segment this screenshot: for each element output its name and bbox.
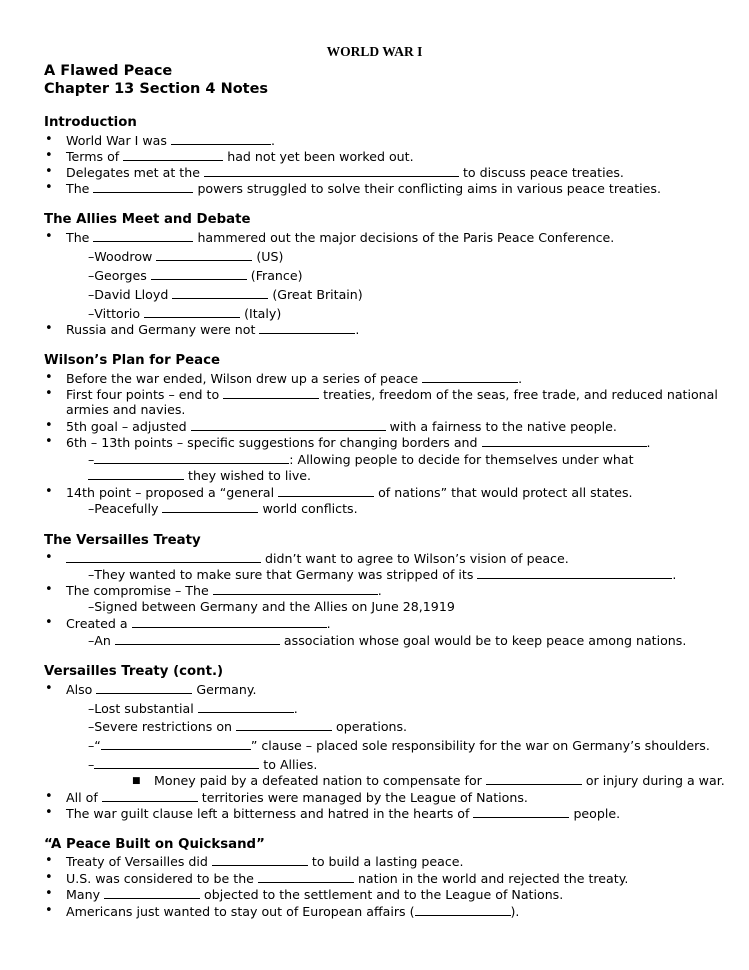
bullet-icon: • xyxy=(45,321,53,336)
fill-in-blank[interactable] xyxy=(66,550,261,563)
note-line: Americans just wanted to stay out of European affairs ( ). xyxy=(66,904,520,919)
note-line: Delegates met at the to discuss peace treaties. xyxy=(66,165,624,180)
fill-in-blank[interactable] xyxy=(94,756,259,769)
fill-in-blank[interactable] xyxy=(156,248,252,261)
fill-in-blank[interactable] xyxy=(486,772,582,785)
fill-in-blank[interactable] xyxy=(93,229,193,242)
fill-in-blank[interactable] xyxy=(204,164,459,177)
note-subline: –Signed between Germany and the Allies on June 28,1919 xyxy=(88,599,455,614)
section-title-versailles: The Versailles Treaty xyxy=(44,533,201,548)
document-header: WORLD WAR I xyxy=(326,44,423,59)
note-subline-continued: they wished to live. xyxy=(88,467,311,484)
fill-in-blank[interactable] xyxy=(104,886,200,899)
note-subline: –Woodrow (US) xyxy=(88,249,284,264)
note-line: U.S. was considered to be the nation in the world and rejected the treaty. xyxy=(66,871,629,886)
note-subline: –“ ” clause – placed sole responsibility for the war on Germany’s shoulders. xyxy=(88,738,710,753)
note-line: Created a . xyxy=(66,616,331,631)
section-title-wilson: Wilson’s Plan for Peace xyxy=(44,353,221,368)
fill-in-blank[interactable] xyxy=(223,386,319,399)
note-line: Also Germany. xyxy=(66,682,257,697)
fill-in-blank[interactable] xyxy=(258,870,354,883)
note-line: Many objected to the settlement and to the League of Nations. xyxy=(66,887,564,902)
note-line: 5th goal – adjusted with a fairness to the native people. xyxy=(66,419,617,434)
fill-in-blank[interactable] xyxy=(123,148,223,161)
bullet-icon: • xyxy=(45,434,53,449)
note-line-continued: armies and navies. xyxy=(66,402,186,417)
fill-in-blank[interactable] xyxy=(278,484,374,497)
note-line: Treaty of Versailles did to build a lasting peace. xyxy=(66,854,464,869)
note-line: The hammered out the major decisions of the Paris Peace Conference. xyxy=(66,230,615,245)
fill-in-blank[interactable] xyxy=(96,681,192,694)
fill-in-blank[interactable] xyxy=(171,132,271,145)
bullet-icon: • xyxy=(45,886,53,901)
fill-in-blank[interactable] xyxy=(422,370,518,383)
fill-in-blank[interactable] xyxy=(144,305,240,318)
fill-in-blank[interactable] xyxy=(162,500,258,513)
note-line: 14th point – proposed a “general of nations” that would protect all states. xyxy=(66,485,633,500)
bullet-icon: • xyxy=(45,853,53,868)
note-subline: –Vittorio (Italy) xyxy=(88,306,282,321)
note-subline: –Lost substantial . xyxy=(88,701,298,716)
fill-in-blank[interactable] xyxy=(191,418,386,431)
fill-in-blank[interactable] xyxy=(212,853,308,866)
bullet-icon: • xyxy=(45,418,53,433)
note-line: All of territories were managed by the League of Nations. xyxy=(66,790,528,805)
fill-in-blank[interactable] xyxy=(477,566,672,579)
section-title-quicksand: “A Peace Built on Quicksand” xyxy=(44,837,265,852)
note-subline: –Severe restrictions on operations. xyxy=(88,719,408,734)
fill-in-blank[interactable] xyxy=(259,321,355,334)
note-subline: – to Allies. xyxy=(88,757,318,772)
fill-in-blank[interactable] xyxy=(88,467,184,480)
fill-in-blank[interactable] xyxy=(93,180,193,193)
note-subline: –Peacefully world conflicts. xyxy=(88,501,358,516)
square-bullet-icon: ■ xyxy=(132,776,141,786)
fill-in-blank[interactable] xyxy=(415,903,511,916)
bullet-icon: • xyxy=(45,870,53,885)
bullet-icon: • xyxy=(45,550,53,565)
fill-in-blank[interactable] xyxy=(172,286,268,299)
note-line: Terms of had not yet been worked out. xyxy=(66,149,414,164)
note-line: The war guilt clause left a bitterness and hatred in the hearts of people. xyxy=(66,806,621,821)
note-line: First four points – end to treaties, freedom of the seas, free trade, and reduced national xyxy=(66,387,718,402)
note-line: Russia and Germany were not . xyxy=(66,322,360,337)
bullet-icon: • xyxy=(45,370,53,385)
bullet-icon: • xyxy=(45,386,53,401)
section-title-allies: The Allies Meet and Debate xyxy=(44,212,251,227)
fill-in-blank[interactable] xyxy=(132,615,327,628)
fill-in-blank[interactable] xyxy=(213,582,378,595)
bullet-icon: • xyxy=(45,582,53,597)
section-title-introduction: Introduction xyxy=(44,115,137,130)
fill-in-blank[interactable] xyxy=(151,267,247,280)
fill-in-blank[interactable] xyxy=(473,805,569,818)
note-subline: –An association whose goal would be to keep peace among nations. xyxy=(88,633,687,648)
note-sub-subline: Money paid by a defeated nation to compensate for or injury during a war. xyxy=(154,773,725,788)
note-subline: –David Lloyd (Great Britain) xyxy=(88,287,363,302)
bullet-icon: • xyxy=(45,132,53,147)
fill-in-blank[interactable] xyxy=(198,700,294,713)
fill-in-blank[interactable] xyxy=(115,632,280,645)
note-line: World War I was . xyxy=(66,133,275,148)
bullet-icon: • xyxy=(45,789,53,804)
bullet-icon: • xyxy=(45,148,53,163)
section-title-versailles-cont: Versailles Treaty (cont.) xyxy=(44,664,224,679)
fill-in-blank[interactable] xyxy=(102,789,198,802)
bullet-icon: • xyxy=(45,164,53,179)
note-line: 6th – 13th points – specific suggestions for changing borders and . xyxy=(66,435,651,450)
fill-in-blank[interactable] xyxy=(236,718,332,731)
bullet-icon: • xyxy=(45,180,53,195)
note-subline: –Georges (France) xyxy=(88,268,303,283)
bullet-icon: • xyxy=(45,615,53,630)
fill-in-blank[interactable] xyxy=(94,451,289,464)
bullet-icon: • xyxy=(45,681,53,696)
note-line: didn’t want to agree to Wilson’s vision of peace. xyxy=(66,550,569,567)
bullet-icon: • xyxy=(45,805,53,820)
note-subline: – : Allowing people to decide for themselves under what xyxy=(88,452,634,467)
fill-in-blank[interactable] xyxy=(482,434,647,447)
bullet-icon: • xyxy=(45,903,53,918)
note-line: The powers struggled to solve their conflicting aims in various peace treaties. xyxy=(66,181,661,196)
note-subline: –They wanted to make sure that Germany was stripped of its . xyxy=(88,567,677,582)
bullet-icon: • xyxy=(45,229,53,244)
note-line: The compromise – The . xyxy=(66,583,382,598)
fill-in-blank[interactable] xyxy=(101,737,251,750)
page-title: A Flawed Peace xyxy=(44,63,173,79)
note-line: Before the war ended, Wilson drew up a series of peace . xyxy=(66,371,523,386)
page-subtitle: Chapter 13 Section 4 Notes xyxy=(44,81,269,97)
bullet-icon: • xyxy=(45,484,53,499)
